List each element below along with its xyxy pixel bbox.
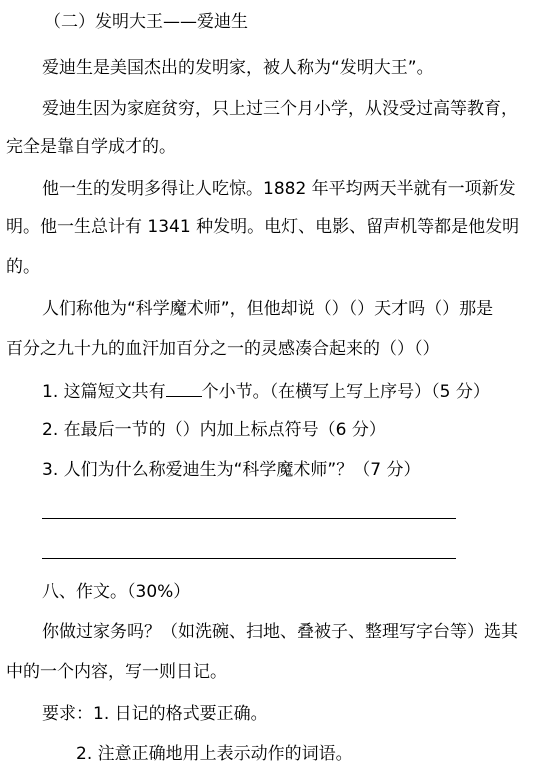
composition-prompt-line-2: 中的一个内容，写一则日记。	[6, 662, 227, 682]
passage-paragraph-4-line-2: 百分之九十九的血汗加百分之一的灵感凑合起来的（）（）	[6, 339, 440, 359]
passage-paragraph-1: 爱迪生是美国杰出的发明家，被人称为“发明大王”。	[42, 58, 434, 78]
question-1-suffix: 个小节。（在横写上写上序号）（5 分）	[201, 382, 490, 402]
composition-title: 八、作文。（30%）	[42, 582, 191, 602]
question-2: 2. 在最后一节的（）内加上标点符号（6 分）	[42, 420, 386, 440]
passage-paragraph-3-line-3: 的。	[6, 257, 40, 277]
question-1-prefix: 1. 这篇短文共有	[42, 382, 166, 402]
passage-paragraph-2-line-2: 完全是靠自学成才的。	[6, 137, 176, 157]
composition-prompt-line-1: 你做过家务吗？（如洗碗、扫地、叠被子、整理写字台等）选其	[42, 622, 518, 642]
section-title: （二）发明大王——爱迪生	[44, 12, 248, 32]
composition-requirement-2: 2. 注意正确地用上表示动作的词语。	[76, 744, 353, 764]
passage-paragraph-3-line-1: 他一生的发明多得让人吃惊。1882 年平均两天半就有一项新发	[42, 179, 516, 199]
question-3: 3. 人们为什么称爱迪生为“科学魔术师”？（7 分）	[42, 460, 421, 480]
composition-requirement-1: 要求：1. 日记的格式要正确。	[42, 704, 268, 724]
passage-paragraph-4-line-1: 人们称他为“科学魔术师”，但他却说（）（）天才吗（）那是	[42, 299, 494, 319]
passage-paragraph-3-line-2: 明。他一生总计有 1341 种发明。电灯、电影、留声机等都是他发明	[6, 217, 520, 237]
question-1-blank[interactable]	[166, 378, 202, 397]
answer-line-1[interactable]	[42, 518, 456, 519]
passage-paragraph-2-line-1: 爱迪生因为家庭贫穷，只上过三个月小学，从没受过高等教育，	[42, 99, 518, 119]
answer-line-2[interactable]	[42, 558, 456, 559]
question-1	[42, 378, 490, 402]
